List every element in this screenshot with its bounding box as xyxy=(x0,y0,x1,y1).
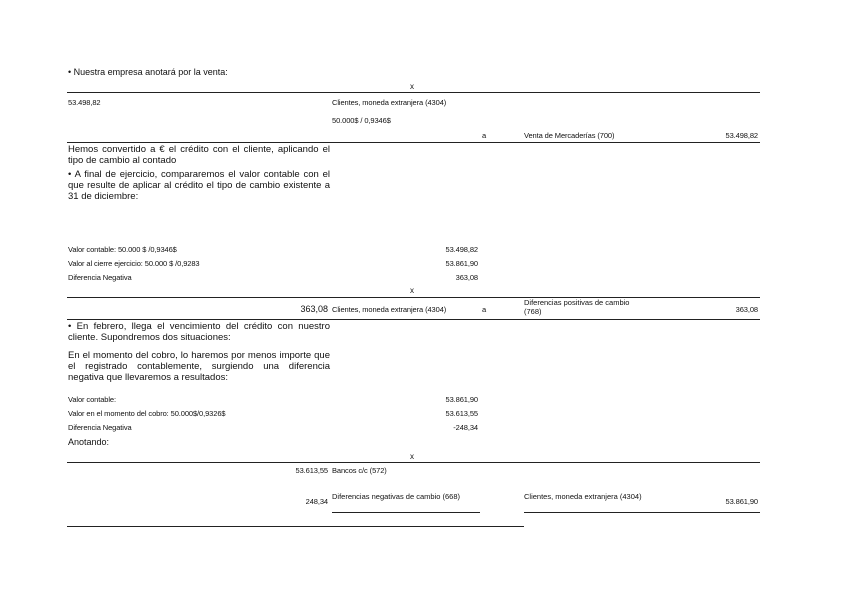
explanation-paragraph-3 xyxy=(68,321,330,343)
credit-amount: 53.861,90 xyxy=(725,497,758,506)
debit-underline xyxy=(332,512,480,513)
calc-label: Valor contable: 50.000 $ /0,9346$ xyxy=(68,245,177,254)
explanation-paragraph-2 xyxy=(68,169,330,202)
calc-label: Diferencia Negativa xyxy=(68,423,132,432)
calc-label: Valor al cierre ejercicio: 50.000 $ /0,9283 xyxy=(68,259,200,268)
calc-value: 53.861,90 xyxy=(445,395,478,404)
calc-label: Valor en el momento del cobro: 50.000$/0,9326$ xyxy=(68,409,226,418)
entry-top-rule xyxy=(67,92,760,93)
calc-value: 53.498,82 xyxy=(445,245,478,254)
entry-bottom-rule xyxy=(67,319,760,320)
credit-account: Clientes, moneda extranjera (4304) xyxy=(524,492,642,501)
debit-amount: 53.613,55 xyxy=(295,466,328,475)
paragraph-text: En el momento del cobro, lo haremos por menos importe que el registrado contablemente, surgiendo una diferencia negativa que llevaremos a resultados: xyxy=(68,350,330,383)
calc-value: -248,34 xyxy=(453,423,478,432)
entry-bottom-rule xyxy=(67,526,524,527)
debit-account: Diferencias negativas de cambio (668) xyxy=(332,492,460,501)
paragraph-text: • En febrero, llega el vencimiento del crédito con nuestro cliente. Supondremos dos situaciones: xyxy=(68,321,330,343)
explanation-paragraph-1 xyxy=(68,144,330,166)
intro-text: • Nuestra empresa anotará por la venta: xyxy=(68,67,228,77)
debit-account: Clientes, moneda extranjera (4304) xyxy=(332,305,447,314)
entry-separator-x: x xyxy=(410,286,414,295)
entry-connector-a: a xyxy=(482,305,487,314)
paragraph-text: Hemos convertido a € el crédito con el cliente, aplicando el tipo de cambio al contado xyxy=(68,144,330,166)
calc-label: Valor contable: xyxy=(68,395,116,404)
calc-value: 53.613,55 xyxy=(445,409,478,418)
entry-connector-a: a xyxy=(482,131,487,140)
credit-amount: 363,08 xyxy=(735,305,758,314)
entry-top-rule xyxy=(67,297,760,298)
debit-amount: 363,08 xyxy=(300,304,328,314)
entry-separator-x: x xyxy=(410,82,414,91)
credit-account: Diferencias positivas de cambio (768) xyxy=(524,298,630,316)
calc-label: Diferencia Negativa xyxy=(68,273,132,282)
calc-value: 363,08 xyxy=(455,273,478,282)
debit-account: Bancos c/c (572) xyxy=(332,466,387,475)
debit-amount: 248,34 xyxy=(305,497,328,506)
entry-bottom-rule xyxy=(67,142,760,143)
anotando-label: Anotando: xyxy=(68,437,110,447)
credit-underline xyxy=(524,512,760,513)
credit-account: Venta de Mercaderías (700) xyxy=(524,131,615,140)
credit-amount: 53.498,82 xyxy=(725,131,758,140)
calc-value: 53.861,90 xyxy=(445,259,478,268)
debit-account: Clientes, moneda extranjera (4304) xyxy=(332,98,447,107)
entry-top-rule xyxy=(67,462,760,463)
explanation-paragraph-4 xyxy=(68,350,330,383)
paragraph-text: • A final de ejercicio, compararemos el valor contable con el que resulte de aplicar al crédito el tipo de cambio existente a 31 de diciembre: xyxy=(68,169,330,202)
debit-amount: 53.498,82 xyxy=(68,98,101,107)
entry-separator-x: x xyxy=(410,452,414,461)
debit-detail: 50.000$ / 0,9346$ xyxy=(332,116,391,125)
